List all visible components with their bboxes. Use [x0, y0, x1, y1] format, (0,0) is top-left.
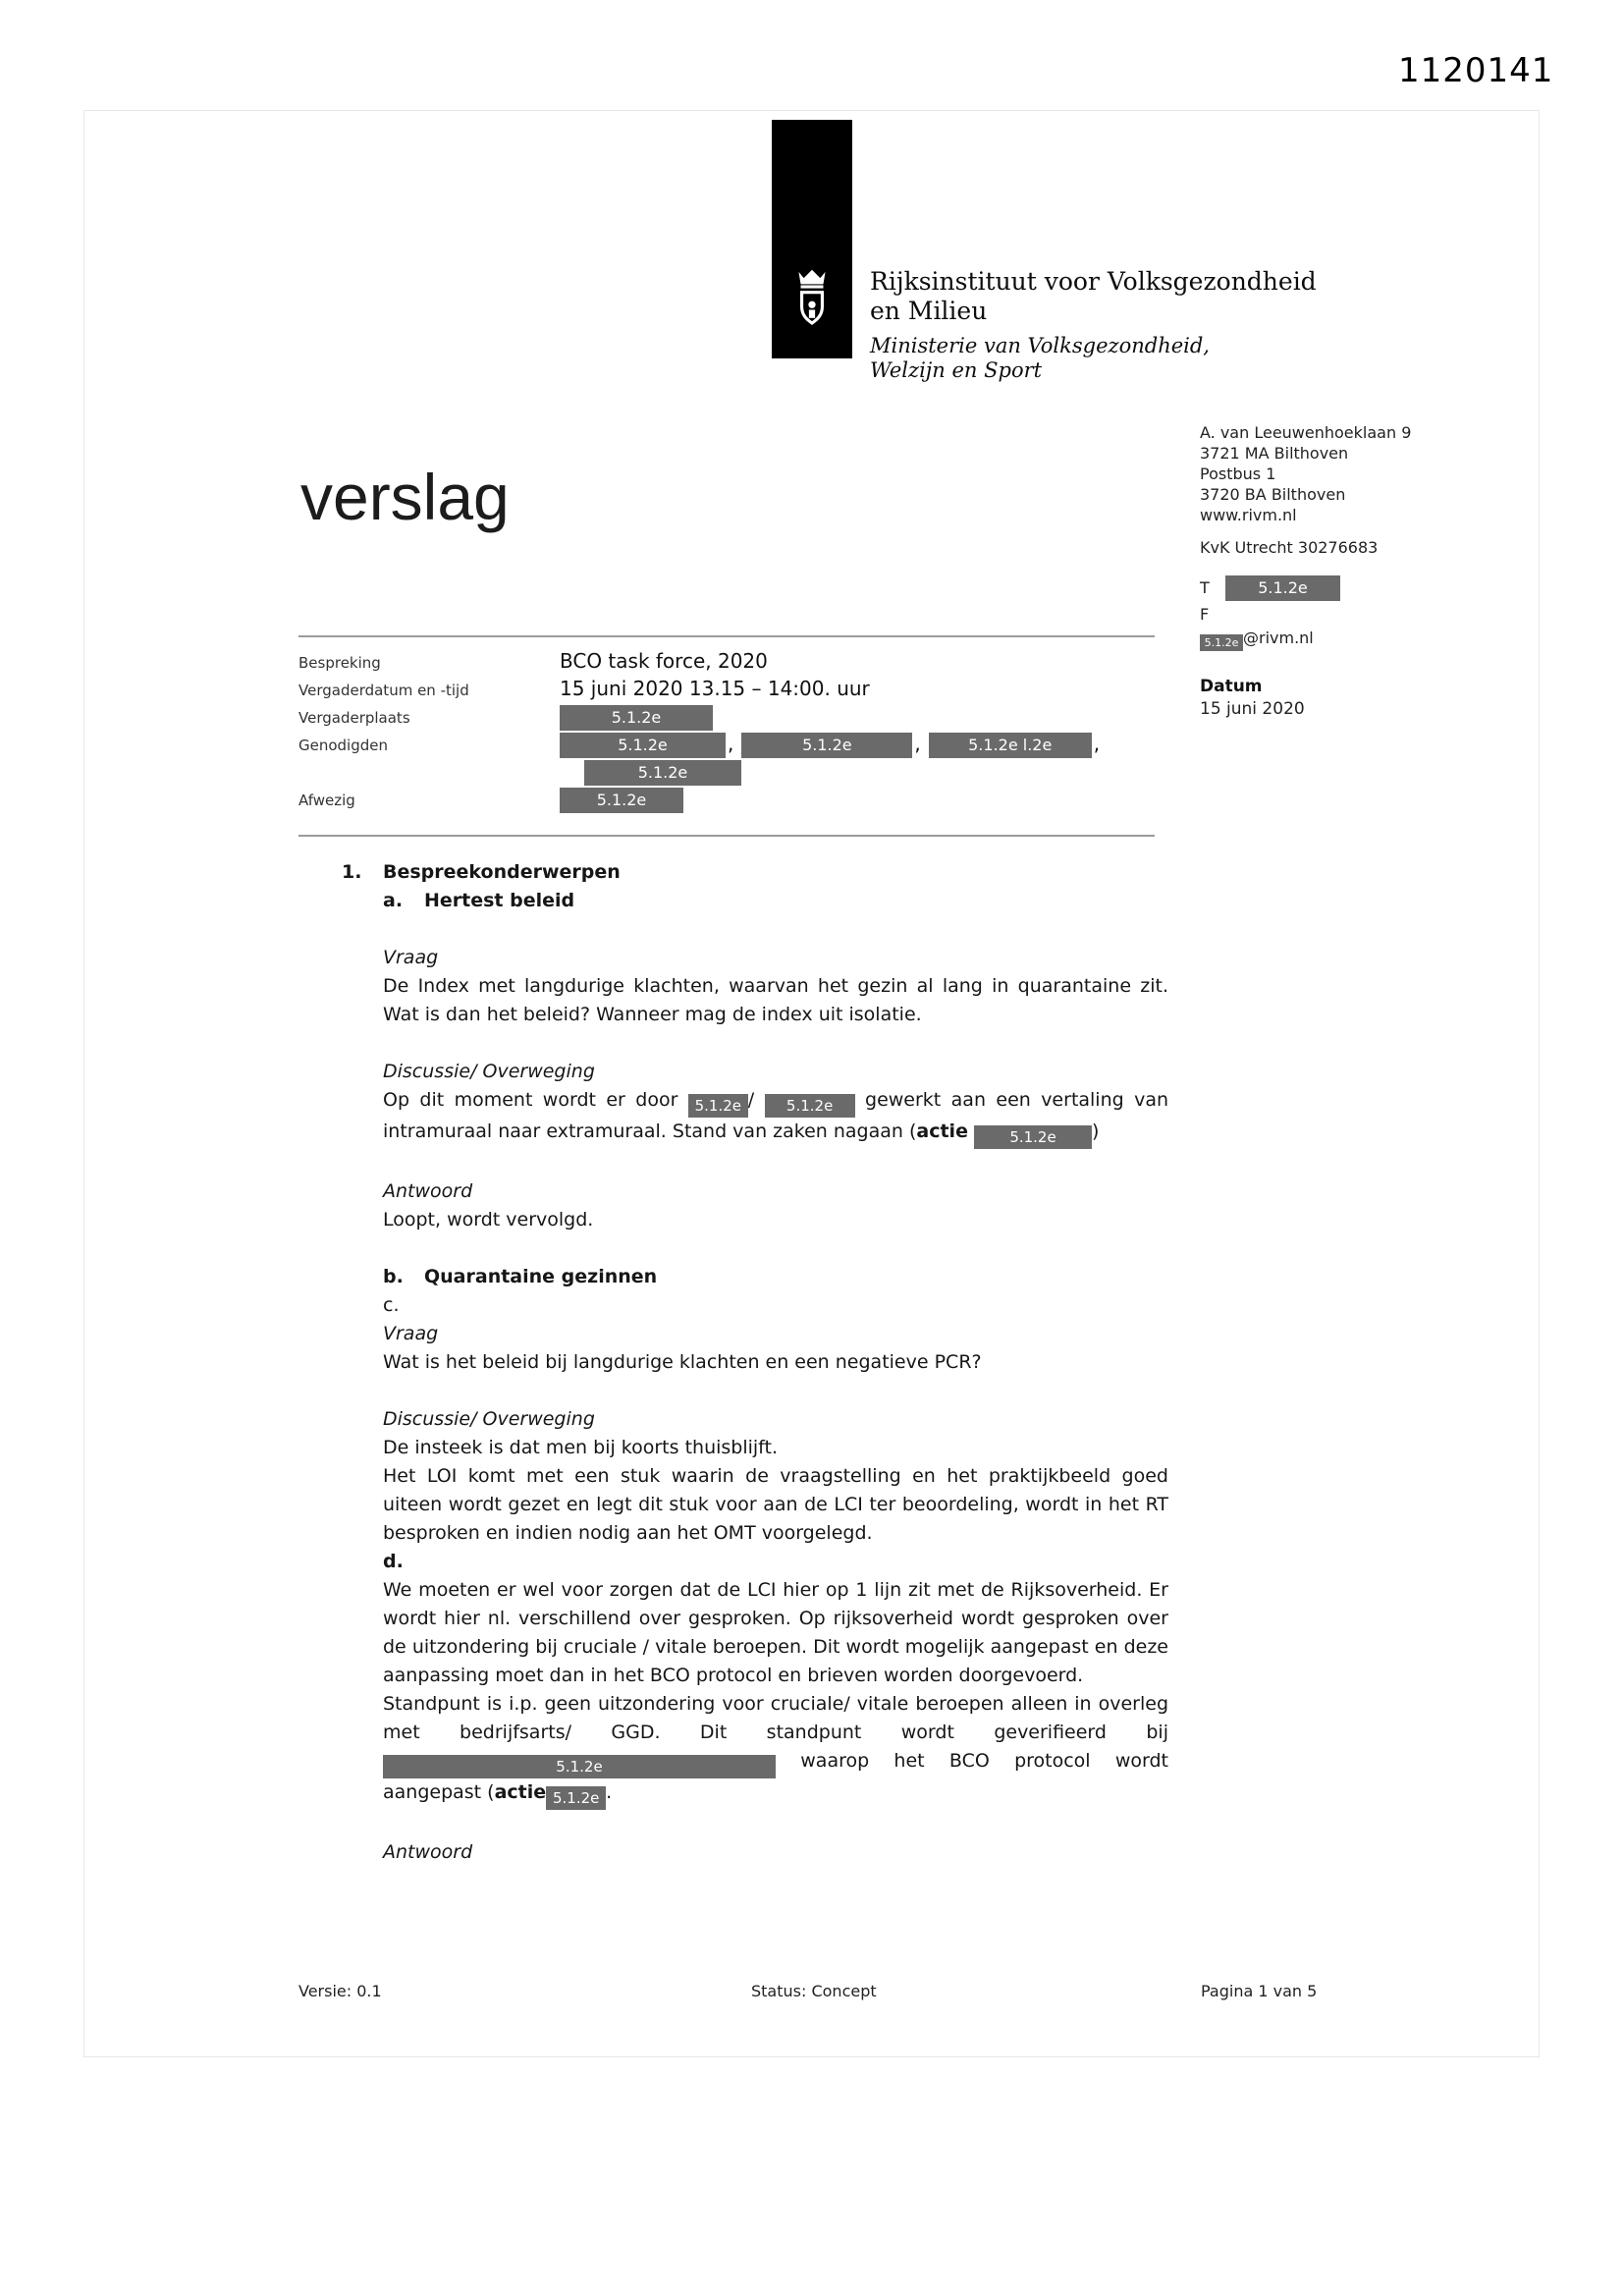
discussie-label: Discussie/ Overweging: [383, 1061, 595, 1082]
paragraph-vraag-a: De Index met langdurige klachten, waarvan het gezin al lang in quarantaine zit. Wat is dan het beleid? Wanneer mag de index uit isolatie.: [383, 975, 1168, 1025]
genodigden-value: [560, 732, 1108, 758]
vergaderplaats-label: Vergaderplaats: [298, 709, 410, 727]
text-segment: Op dit moment wordt er door: [383, 1089, 678, 1111]
bespreking-label: Bespreking: [298, 654, 381, 672]
vergaderplaats-value: [560, 704, 713, 731]
text-segment: gewerkt aan een vertaling van intramuraal naar extramuraal. Stand van zaken nagaan (: [383, 1089, 1169, 1142]
meta-row-bespreking: [298, 649, 1182, 677]
item-b-heading: [383, 1263, 1168, 1291]
genodigden-value-continued: [560, 759, 741, 786]
address-block: [1200, 422, 1494, 525]
paragraph-standpunt: [383, 1690, 1168, 1810]
bespreking-value: BCO task force, 2020: [560, 649, 768, 673]
separator: ,: [914, 732, 921, 755]
page-title: verslag: [300, 461, 510, 533]
item-b-number: b.: [383, 1266, 404, 1287]
redaction-box: 5.1.2e l.2e: [929, 733, 1092, 758]
redaction-box: 5.1.2e: [974, 1125, 1092, 1149]
item-a-heading: [383, 887, 1168, 915]
phone-row: [1200, 575, 1494, 602]
vraag-label: Vraag: [383, 947, 439, 968]
antwoord-label: Antwoord: [383, 1180, 473, 1202]
fax-row: [1200, 604, 1494, 626]
paragraph-discussie-b3: We moeten er wel voor zorgen dat de LCI hier op 1 lijn zit met de Rijksoverheid. Er wordt hier nl. verschillend over gesproken. Op rijksoverheid wordt gesproken over de uitzondering bij cruciale / vitale beroepen. Dit wordt mogelijk aangepast en deze aanpassing moet dan in het BCO protocol en brieven worden doorgevoerd.: [383, 1579, 1168, 1686]
item-a-title: Hertest beleid: [424, 890, 575, 911]
paragraph-vraag-b: Wat is het beleid bij langdurige klachten en een negatieve PCR?: [383, 1351, 982, 1373]
meta-row-vergaderdatum: [298, 677, 1182, 704]
org-name: [870, 267, 1317, 326]
paragraph-antwoord-a: Loopt, wordt vervolgd.: [383, 1209, 594, 1230]
redaction-box: 5.1.2e: [1225, 575, 1340, 601]
item-c-marker: c.: [383, 1294, 400, 1316]
separator: ,: [728, 732, 734, 755]
datum-value: 15 juni 2020: [1200, 699, 1305, 719]
ministry-line1: Ministerie van Volksgezondheid,: [870, 334, 1210, 357]
redaction-box: 5.1.2e: [741, 733, 912, 758]
contact-block: [1200, 422, 1494, 720]
text-segment: waarop het BCO protocol wordt aangepast (: [383, 1750, 1168, 1803]
address-line-3: Postbus 1: [1200, 465, 1276, 483]
redaction-box: 5.1.2e: [1200, 634, 1243, 651]
datum-label: Datum: [1200, 677, 1263, 696]
item-d-marker: d.: [383, 1551, 404, 1572]
meeting-meta: [298, 649, 1182, 814]
paragraph-discussie-a: [383, 1086, 1168, 1149]
footer-status: Status: Concept: [751, 1982, 877, 2000]
kvk-number: KvK Utrecht 30276683: [1200, 538, 1379, 557]
section-number: 1.: [342, 861, 362, 883]
discussie-label: Discussie/ Overweging: [383, 1408, 595, 1430]
footer-pagina: Pagina 1 van 5: [1201, 1982, 1318, 2000]
section-title: Bespreekonderwerpen: [383, 861, 621, 883]
ministry-name: [870, 334, 1317, 383]
coat-of-arms-icon: [788, 267, 836, 330]
actie-text: actie: [916, 1121, 968, 1142]
footer-versie: Versie: 0.1: [298, 1982, 382, 2000]
text-segment: ): [1092, 1121, 1100, 1142]
redaction-box: 5.1.2e: [560, 788, 683, 813]
section-heading: [342, 858, 1168, 887]
redaction-box: 5.1.2e: [560, 733, 726, 758]
item-b-title: Quarantaine gezinnen: [424, 1266, 658, 1287]
document-number: 1120141: [1398, 51, 1554, 90]
text-segment: /: [747, 1089, 755, 1111]
redaction-box: 5.1.2e: [383, 1755, 776, 1778]
address-line-2: 3721 MA Bilthoven: [1200, 444, 1349, 463]
vraag-label: Vraag: [383, 1323, 439, 1344]
divider-top: [298, 635, 1155, 637]
redaction-box: 5.1.2e: [688, 1094, 748, 1118]
fax-label: F: [1200, 605, 1210, 624]
org-name-line2: en Milieu: [870, 297, 988, 325]
vergaderdatum-label: Vergaderdatum en -tijd: [298, 682, 469, 699]
website-text: www.rivm.nl: [1200, 506, 1297, 524]
masthead: [870, 267, 1317, 383]
redaction-box: 5.1.2e: [546, 1786, 606, 1810]
item-a-number: a.: [383, 890, 404, 911]
address-line-4: 3720 BA Bilthoven: [1200, 485, 1346, 504]
org-name-line1: Rijksinstituut voor Volksgezondheid: [870, 267, 1317, 296]
redaction-box: 5.1.2e: [560, 705, 713, 731]
text-segment: .: [606, 1781, 613, 1803]
ministry-line2: Welzijn en Sport: [870, 358, 1043, 382]
afwezig-label: Afwezig: [298, 792, 355, 809]
vergaderdatum-value: 15 juni 2020 13.15 – 14:00. uur: [560, 677, 870, 700]
meta-row-afwezig: [298, 787, 1182, 814]
address-line-1: A. van Leeuwenhoeklaan 9: [1200, 423, 1412, 442]
antwoord-label: Antwoord: [383, 1841, 473, 1863]
rijkslogo-ribbon: [772, 120, 852, 358]
meta-row-genodigden: [298, 732, 1182, 759]
email-row: [1200, 628, 1494, 651]
afwezig-value: [560, 787, 683, 813]
phone-label: T: [1200, 577, 1210, 597]
actie-text: actie: [494, 1781, 547, 1803]
text-segment: Standpunt is i.p. geen uitzondering voor cruciale/ vitale beroepen alleen in overleg met bedrijfsarts/ GGD. Dit standpunt wordt geverifieerd bij: [383, 1693, 1168, 1743]
meta-row-vergaderplaats: [298, 704, 1182, 732]
paragraph-discussie-b2: Het LOI komt met een stuk waarin de vraagstelling en het praktijkbeeld goed uiteen wordt gezet en legt dit stuk voor aan de LCI ter beoordeling, wordt in het RT besproken en indien nodig aan het OMT voorgelegd.: [383, 1465, 1168, 1544]
meta-row-genodigden-continued: [298, 759, 1182, 787]
redaction-box: 5.1.2e: [584, 760, 741, 786]
email-suffix: @rivm.nl: [1243, 629, 1314, 647]
separator: ,: [1093, 732, 1101, 755]
genodigden-label: Genodigden: [298, 737, 389, 754]
document-body: [342, 858, 1169, 1867]
redaction-box: 5.1.2e: [765, 1094, 855, 1118]
divider-bottom: [298, 835, 1155, 837]
paragraph-discussie-b1: De insteek is dat men bij koorts thuisblijft.: [383, 1437, 779, 1458]
empty-label: [298, 759, 560, 764]
